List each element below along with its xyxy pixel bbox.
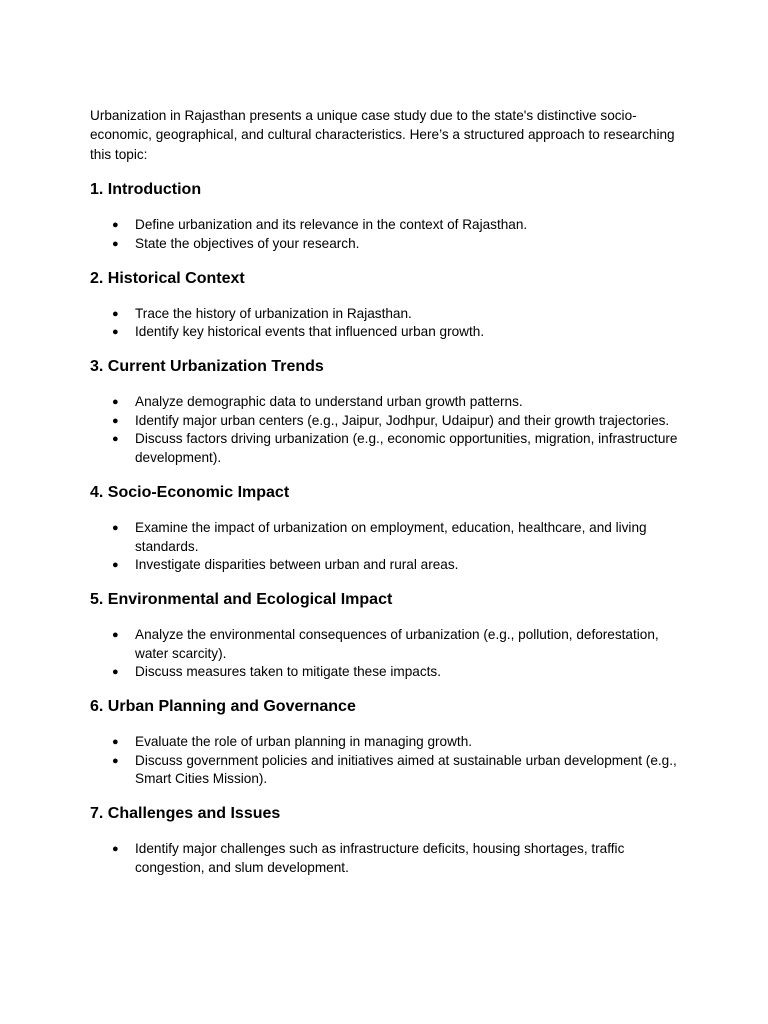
bullet-list [90, 840, 678, 877]
section-title: 6. Urban Planning and Governance [90, 698, 356, 716]
bullet-list [90, 216, 678, 253]
section-historical-context [90, 269, 678, 342]
bullet-list [90, 393, 678, 468]
section-introduction [90, 180, 678, 253]
section-title: 4. Socio-Economic Impact [90, 483, 290, 501]
list-item-text: Discuss measures taken to mitigate these impacts. [135, 664, 441, 680]
bullet-icon: ● [112, 237, 119, 250]
bullet-icon: ● [112, 754, 119, 767]
list-item-text: Identify major challenges such as infrastructure deficits, housing shortages, traffic congestion, and slum development. [135, 841, 625, 875]
section-challenges [90, 804, 678, 877]
list-item [90, 752, 678, 789]
bullet-icon: ● [112, 843, 119, 856]
list-item-text: Analyze the environmental consequences of urbanization (e.g., pollution, deforestation, water scarcity). [135, 626, 659, 661]
list-item-text: Evaluate the role of urban planning in managing growth. [135, 734, 473, 750]
list-item [90, 305, 678, 324]
list-item-text: Discuss factors driving urbanization (e.g., economic opportunities, migration, infrastructure development). [135, 431, 678, 466]
bullet-icon: ● [112, 559, 119, 572]
bullet-icon: ● [112, 414, 119, 427]
section-current-trends [90, 357, 678, 468]
bullet-list [90, 305, 678, 342]
list-item [90, 626, 678, 663]
bullet-icon: ● [112, 628, 119, 641]
list-item [90, 393, 678, 412]
list-item [90, 519, 678, 556]
list-item [90, 430, 678, 467]
section-title: 3. Current Urbanization Trends [90, 358, 324, 376]
list-item [90, 323, 678, 342]
list-item-text: State the objectives of your research. [135, 235, 360, 251]
bullet-icon: ● [112, 396, 119, 409]
list-item [90, 556, 678, 575]
bullet-icon: ● [112, 433, 119, 446]
bullet-list [90, 519, 678, 575]
bullet-icon: ● [112, 736, 119, 749]
list-item-text: Trace the history of urbanization in Rajasthan. [135, 305, 412, 321]
list-item [90, 663, 678, 682]
section-urban-planning [90, 697, 678, 789]
list-item-text: Examine the impact of urbanization on employment, education, healthcare, and living standards. [135, 519, 647, 554]
list-item [90, 235, 678, 254]
bullet-icon: ● [112, 521, 119, 534]
list-item-text: Identify key historical events that influenced urban growth. [135, 324, 485, 340]
bullet-icon: ● [112, 219, 119, 232]
bullet-icon: ● [112, 326, 119, 339]
list-item [90, 733, 678, 752]
section-title: 5. Environmental and Ecological Impact [90, 590, 393, 608]
section-title: 1. Introduction [90, 181, 202, 199]
list-item-text: Define urbanization and its relevance in the context of Rajasthan. [135, 217, 528, 233]
section-title: 2. Historical Context [90, 269, 245, 287]
bullet-icon: ● [112, 666, 119, 679]
list-item-text: Investigate disparities between urban and rural areas. [135, 557, 459, 573]
intro-paragraph: Urbanization in Rajasthan presents a unique case study due to the state's distinctive socio-economic, geographical, and cultural characteristics. Here’s a structured approach to researching this topic: [90, 108, 675, 162]
list-item-text: Analyze demographic data to understand urban growth patterns. [135, 394, 523, 410]
section-title: 7. Challenges and Issues [90, 805, 281, 823]
section-socio-economic-impact [90, 483, 678, 575]
list-item [90, 412, 678, 431]
list-item [90, 216, 678, 235]
list-item-text: Discuss government policies and initiatives aimed at sustainable urban development (e.g., Smart Cities Mission). [135, 752, 677, 787]
bullet-list [90, 733, 678, 789]
bullet-icon: ● [112, 307, 119, 320]
list-item-text: Identify major urban centers (e.g., Jaipur, Jodhpur, Udaipur) and their growth trajectories. [135, 412, 670, 428]
list-item [90, 840, 678, 877]
bullet-list [90, 626, 678, 682]
section-environmental-impact [90, 590, 678, 682]
